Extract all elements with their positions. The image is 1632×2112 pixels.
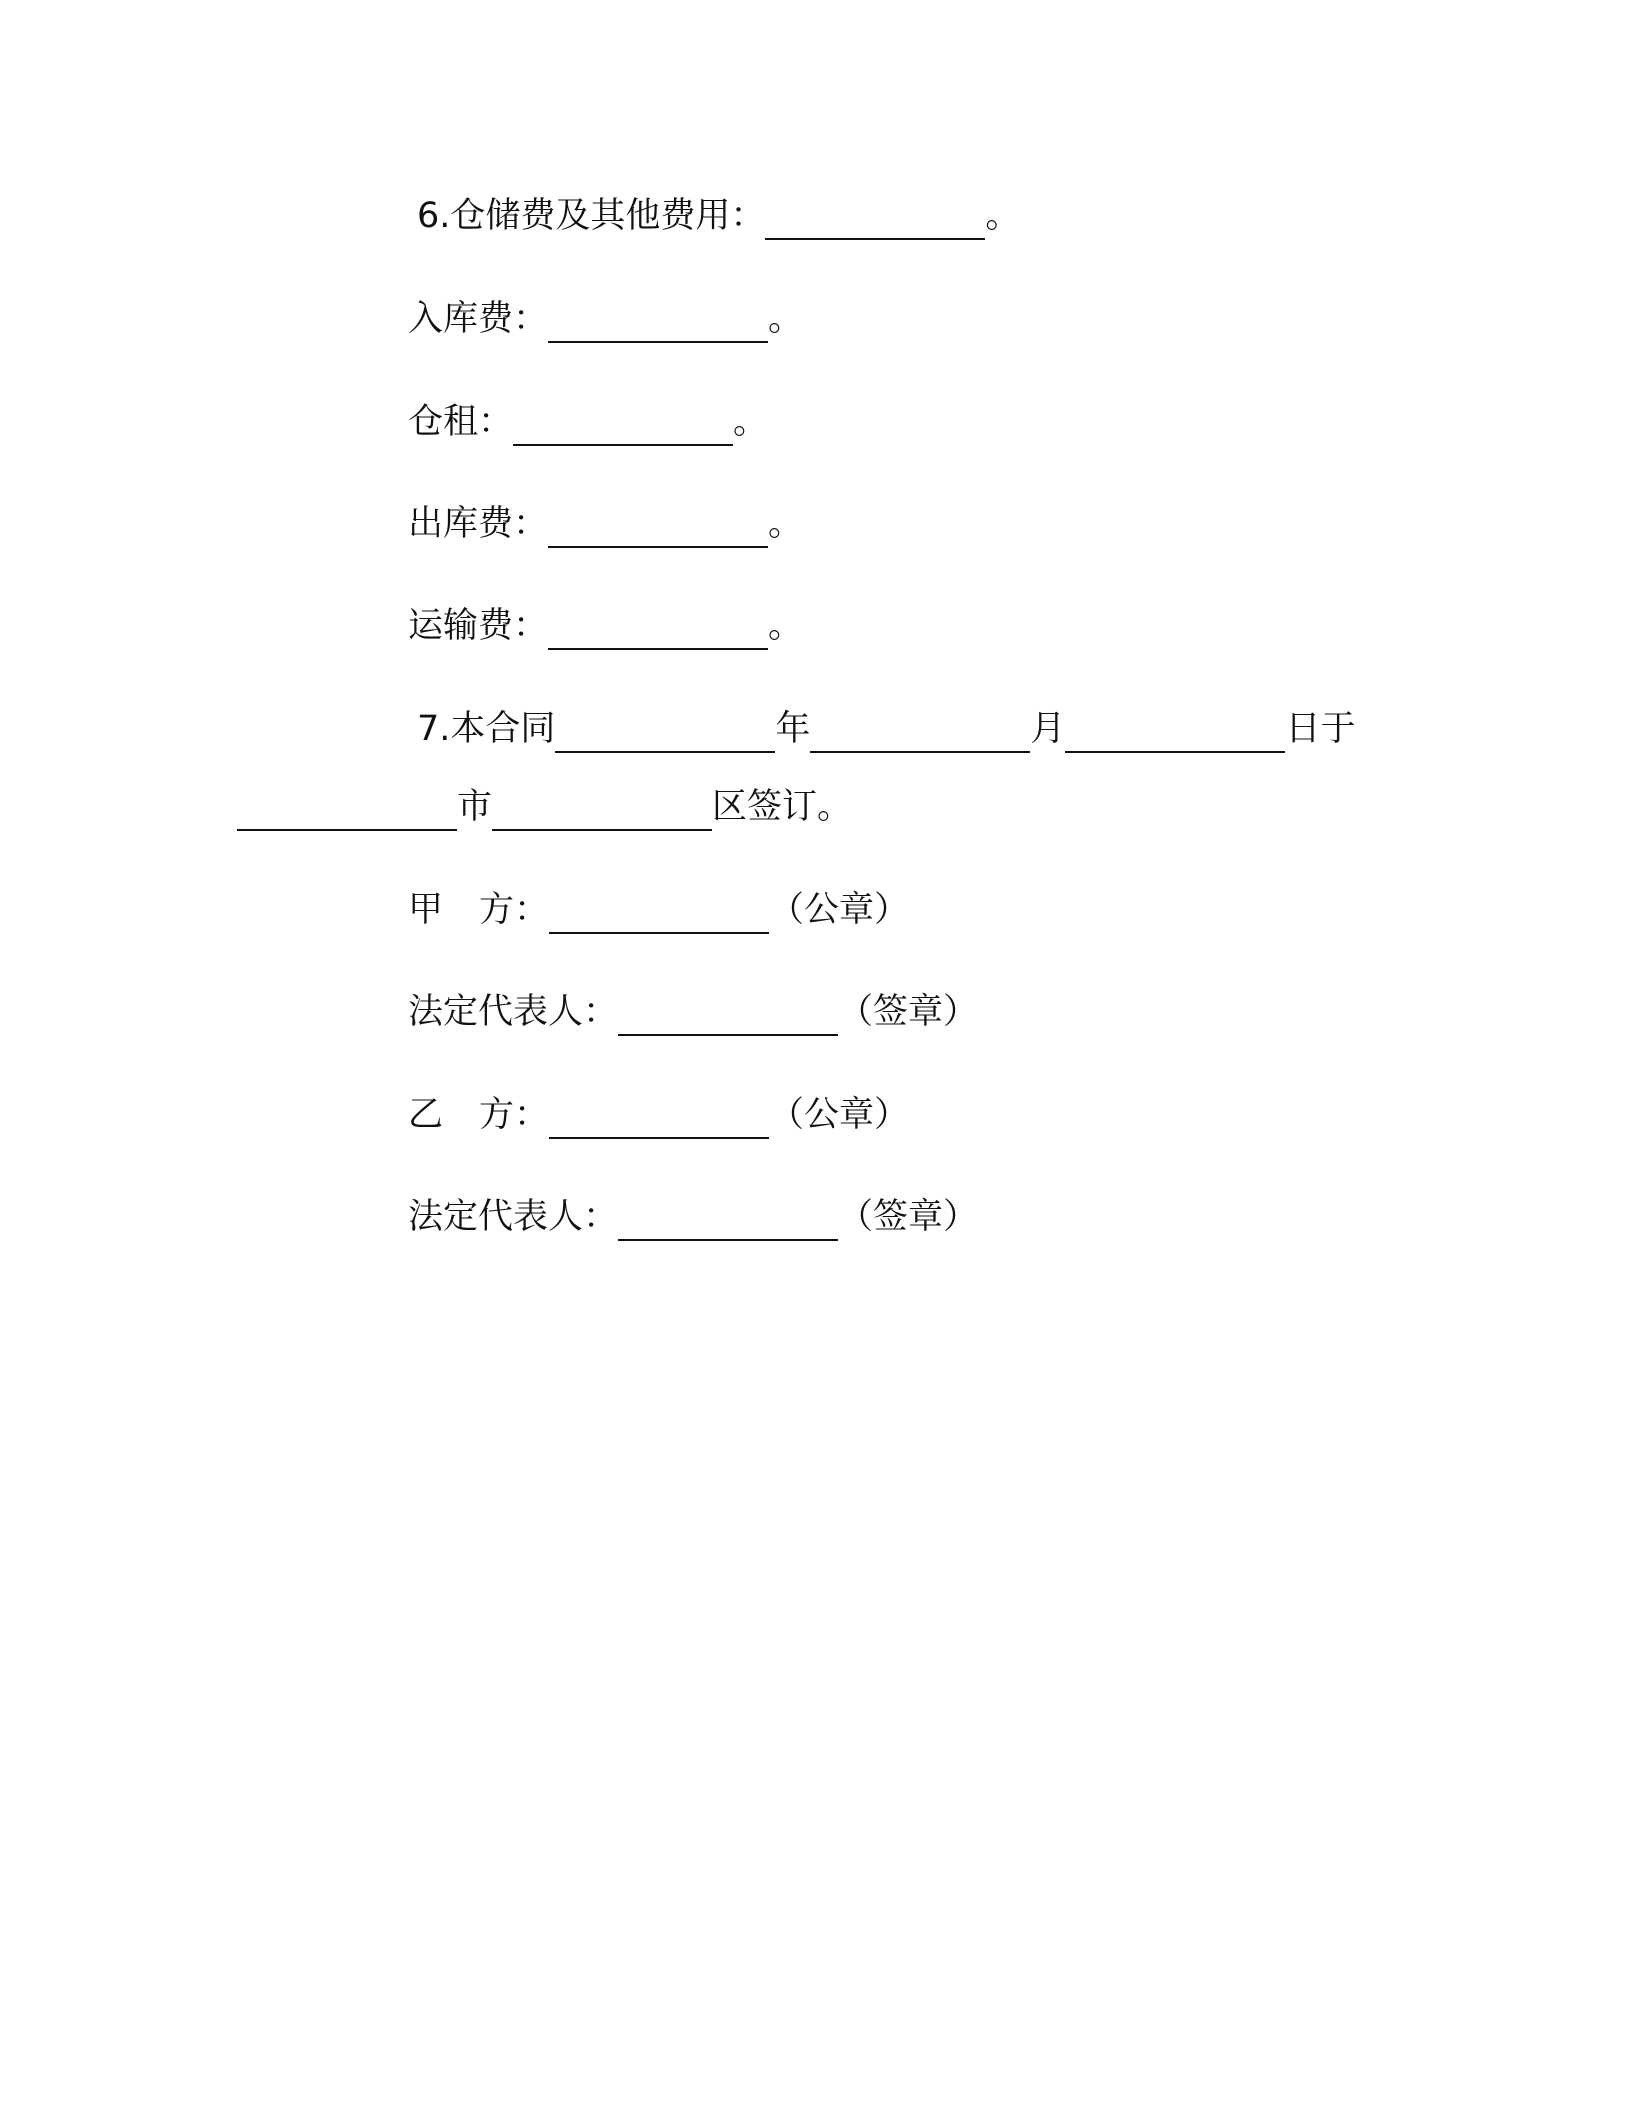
clause7-day-label: 日于 [1285,709,1356,749]
party-a-label-2: 方： [479,890,550,930]
party-b-label-2: 方： [479,1095,550,1135]
transport-fee-end: 。 [768,606,804,646]
clause6-title-line [417,192,1020,240]
party-a-line [408,886,909,934]
party-a-label-1: 甲 [408,890,444,930]
clause7-district-label: 区签订。 [712,787,853,827]
clause6-blank[interactable] [765,200,985,240]
storage-rent-blank[interactable] [513,406,733,446]
clause7-month-label: 月 [1030,709,1066,749]
party-b-seal: （公章） [769,1095,910,1135]
storage-rent-line [408,398,768,446]
party-a-rep-seal: （签章） [838,992,979,1032]
clause6-title: 6.仓储费及其他费用： [417,196,766,236]
clause7-line-2 [237,783,852,831]
party-b-blank[interactable] [549,1099,769,1139]
clause7-city-label: 市 [457,787,493,827]
outbound-fee-label: 出库费： [408,504,549,544]
party-a-rep-blank[interactable] [618,996,838,1036]
party-b-rep-line [408,1193,978,1241]
clause7-year-label: 年 [775,709,811,749]
party-b-rep-label: 法定代表人： [408,1197,619,1237]
storage-rent-end: 。 [733,402,769,442]
inbound-fee-line [408,295,803,343]
party-a-seal: （公章） [769,890,910,930]
outbound-fee-line [408,500,803,548]
inbound-fee-label: 入库费： [408,299,549,339]
clause7-day-blank[interactable] [1065,713,1285,753]
party-b-label-1: 乙 [408,1095,444,1135]
clause7-city-blank[interactable] [237,791,457,831]
clause7-district-blank[interactable] [492,791,712,831]
party-b-rep-seal: （签章） [838,1197,979,1237]
clause7-year-blank[interactable] [555,713,775,753]
transport-fee-line [408,602,803,650]
transport-fee-label: 运输费： [408,606,549,646]
clause6-title-end: 。 [985,196,1021,236]
inbound-fee-blank[interactable] [548,303,768,343]
transport-fee-blank[interactable] [548,610,768,650]
outbound-fee-blank[interactable] [548,508,768,548]
party-a-rep-line [408,988,978,1036]
storage-rent-label: 仓租： [408,402,514,442]
party-b-rep-blank[interactable] [618,1201,838,1241]
party-b-line [408,1091,909,1139]
clause7-prefix: 7.本合同 [417,709,556,749]
clause7-month-blank[interactable] [810,713,1030,753]
party-a-rep-label: 法定代表人： [408,992,619,1032]
clause7-line-1 [417,705,1355,753]
inbound-fee-end: 。 [768,299,804,339]
party-a-blank[interactable] [549,894,769,934]
outbound-fee-end: 。 [768,504,804,544]
